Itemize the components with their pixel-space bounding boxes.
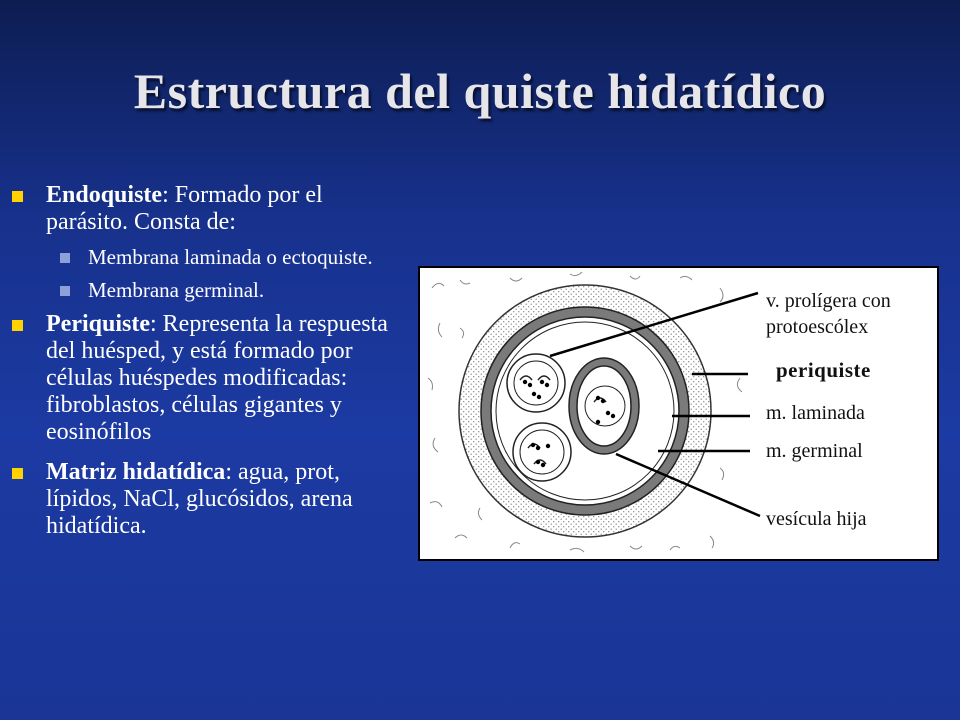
text-endoquiste: : Formado por el parásito. Consta de: bbox=[46, 182, 323, 235]
label-vesicula-proligera-2: protoescólex bbox=[766, 316, 869, 338]
bullet-matriz bbox=[10, 459, 405, 540]
proliferous-vesicle-bottom bbox=[513, 423, 571, 481]
slide-title: Estructura del quiste hidatídico bbox=[133, 63, 827, 119]
label-vesicula-hija: vesícula hija bbox=[766, 508, 867, 530]
bullet-square-icon bbox=[12, 468, 23, 479]
term-matriz: Matriz hidatídica bbox=[46, 459, 226, 485]
text-matriz: : agua, prot, lípidos, NaCl, glucósidos, arena hidatídica. bbox=[46, 459, 353, 539]
term-endoquiste: Endoquiste bbox=[46, 182, 163, 208]
sub-text-germinal: Membrana germinal. bbox=[88, 278, 265, 302]
sub-bullet-square-icon bbox=[60, 286, 70, 296]
cyst-diagram bbox=[418, 266, 939, 561]
label-germinal: m. germinal bbox=[766, 440, 863, 462]
term-periquiste: Periquiste bbox=[46, 311, 150, 337]
proliferous-vesicle-top bbox=[507, 354, 565, 412]
label-vesicula-proligera-1: v. prolígera con bbox=[766, 290, 891, 312]
text-periquiste: : Representa la respuesta del huésped, y está formado por células huéspedes modificadas: fibroblastos, células gigantes y eosinófilos bbox=[46, 311, 388, 445]
sub-bullet-laminada bbox=[10, 246, 405, 269]
bullet-periquiste bbox=[10, 311, 405, 446]
label-periquiste: periquiste bbox=[776, 358, 871, 382]
label-laminada: m. laminada bbox=[766, 402, 865, 424]
daughter-vesicle bbox=[569, 358, 639, 454]
sub-text-laminada: Membrana laminada o ectoquiste. bbox=[88, 245, 373, 269]
bullet-endoquiste bbox=[10, 182, 405, 236]
bullet-square-icon bbox=[12, 191, 23, 202]
bullet-list bbox=[10, 182, 405, 540]
bullet-square-icon bbox=[12, 320, 23, 331]
sub-bullet-germinal bbox=[10, 279, 405, 302]
sub-bullet-square-icon bbox=[60, 253, 70, 263]
